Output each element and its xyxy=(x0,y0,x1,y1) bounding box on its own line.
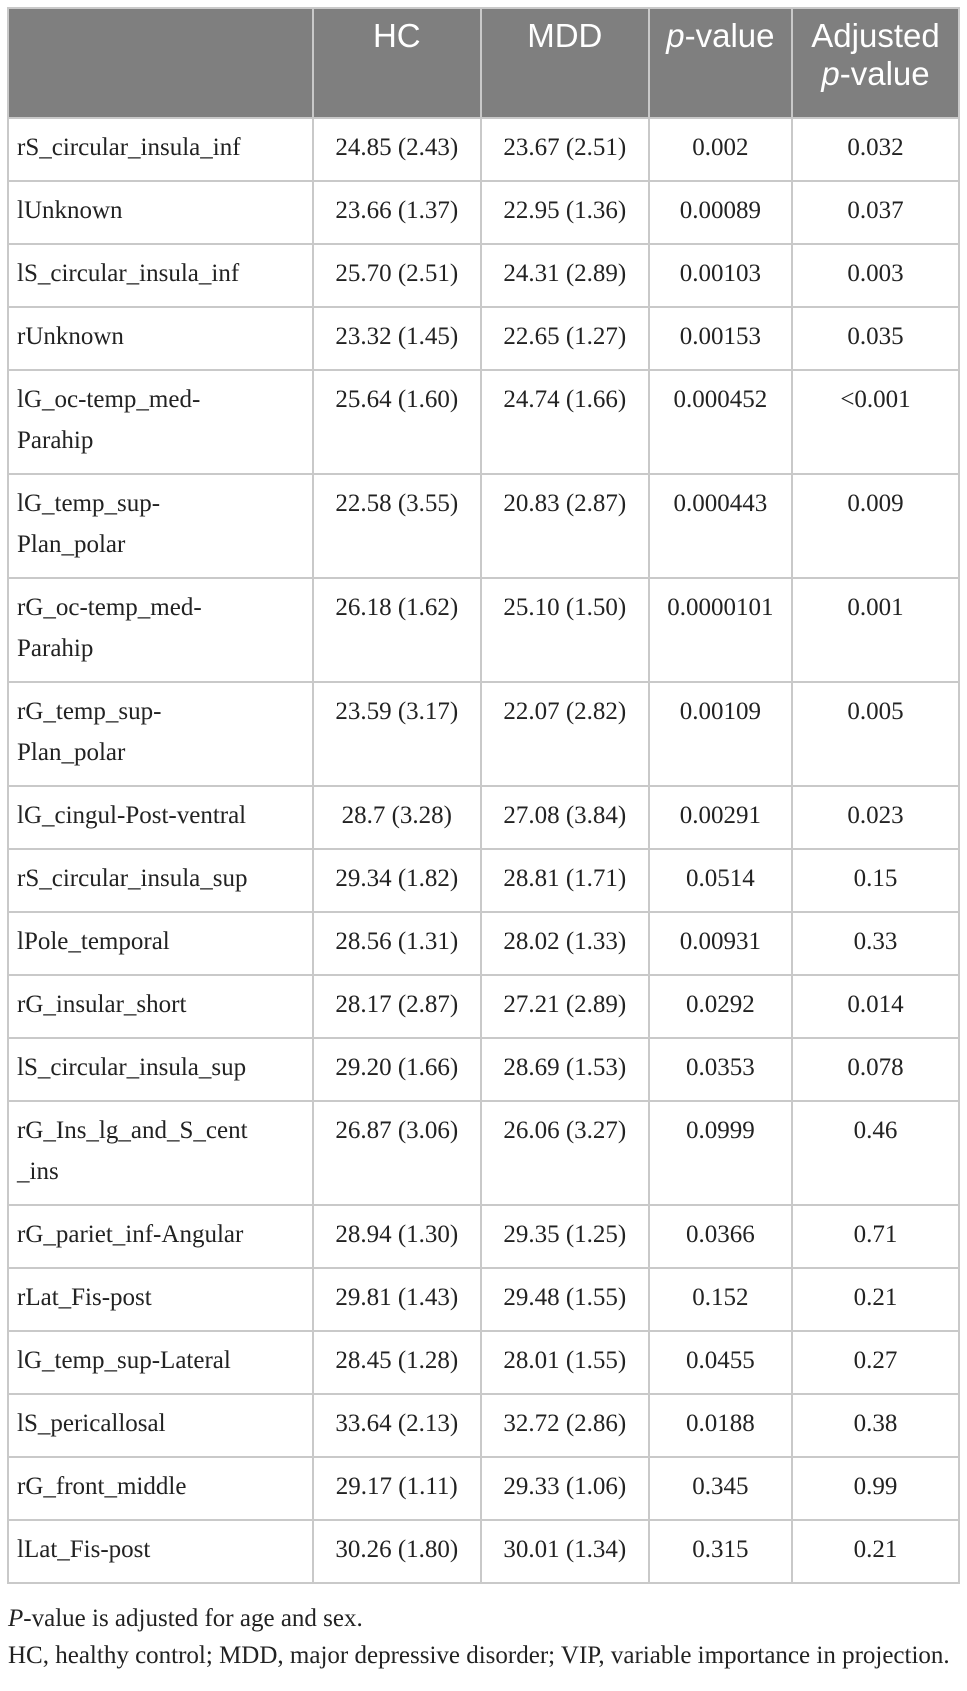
cell-region: rG_Ins_lg_and_S_cent _ins xyxy=(8,1101,313,1205)
table-row xyxy=(8,682,959,786)
table-row xyxy=(8,118,959,181)
cell-region: rG_front_middle xyxy=(8,1457,313,1520)
header-adj-label: Adjusted xyxy=(811,17,940,54)
cell-hc: 28.45 (1.28) xyxy=(313,1331,481,1394)
table-row xyxy=(8,1268,959,1331)
header-mdd: MDD xyxy=(481,8,649,118)
cell-region: lS_circular_insula_sup xyxy=(8,1038,313,1101)
cell-mdd: 24.74 (1.66) xyxy=(481,370,649,474)
cell-region: lG_temp_sup-Lateral xyxy=(8,1331,313,1394)
table-row xyxy=(8,975,959,1038)
cell-hc: 26.87 (3.06) xyxy=(313,1101,481,1205)
cell-adjusted-p-value: 0.27 xyxy=(792,1331,959,1394)
table-row xyxy=(8,912,959,975)
cell-hc: 23.32 (1.45) xyxy=(313,307,481,370)
cell-mdd: 20.83 (2.87) xyxy=(481,474,649,578)
cell-adjusted-p-value: 0.21 xyxy=(792,1268,959,1331)
cell-hc: 23.59 (3.17) xyxy=(313,682,481,786)
cell-region: lUnknown xyxy=(8,181,313,244)
cell-p-value: 0.0514 xyxy=(649,849,792,912)
header-region xyxy=(8,8,313,118)
cell-mdd: 25.10 (1.50) xyxy=(481,578,649,682)
cell-hc: 28.56 (1.31) xyxy=(313,912,481,975)
footnote-adjustment xyxy=(8,1600,960,1637)
header-p-rest: -value xyxy=(684,17,775,54)
footnote-abbreviations: HC, healthy control; MDD, major depressive disorder; VIP, variable importance in projection. xyxy=(8,1642,950,1669)
cell-adjusted-p-value: 0.003 xyxy=(792,244,959,307)
cell-region: rG_insular_short xyxy=(8,975,313,1038)
cell-mdd: 22.65 (1.27) xyxy=(481,307,649,370)
footnote-p-rest: -value is adjusted for age and sex. xyxy=(23,1605,363,1632)
cell-region: lG_oc-temp_med- Parahip xyxy=(8,370,313,474)
cell-hc: 29.20 (1.66) xyxy=(313,1038,481,1101)
cell-adjusted-p-value: 0.33 xyxy=(792,912,959,975)
table-row xyxy=(8,849,959,912)
cell-hc: 26.18 (1.62) xyxy=(313,578,481,682)
cell-region: lS_pericallosal xyxy=(8,1394,313,1457)
cell-hc: 28.7 (3.28) xyxy=(313,786,481,849)
cell-adjusted-p-value: 0.023 xyxy=(792,786,959,849)
cell-mdd: 22.95 (1.36) xyxy=(481,181,649,244)
header-p-value xyxy=(649,8,792,118)
cell-mdd: 26.06 (3.27) xyxy=(481,1101,649,1205)
cell-region: rG_oc-temp_med- Parahip xyxy=(8,578,313,682)
table-row xyxy=(8,181,959,244)
table-row xyxy=(8,474,959,578)
cell-mdd: 28.02 (1.33) xyxy=(481,912,649,975)
cell-region: rLat_Fis-post xyxy=(8,1268,313,1331)
cell-adjusted-p-value: 0.037 xyxy=(792,181,959,244)
table-row xyxy=(8,1394,959,1457)
cell-p-value: 0.00103 xyxy=(649,244,792,307)
cell-hc: 33.64 (2.13) xyxy=(313,1394,481,1457)
cell-p-value: 0.00931 xyxy=(649,912,792,975)
table-row xyxy=(8,786,959,849)
header-p-italic: p xyxy=(666,17,685,54)
cell-mdd: 29.48 (1.55) xyxy=(481,1268,649,1331)
cell-mdd: 27.21 (2.89) xyxy=(481,975,649,1038)
cell-p-value: 0.002 xyxy=(649,118,792,181)
cell-hc: 28.17 (2.87) xyxy=(313,975,481,1038)
cell-mdd: 29.33 (1.06) xyxy=(481,1457,649,1520)
cell-hc: 29.81 (1.43) xyxy=(313,1268,481,1331)
cell-mdd: 30.01 (1.34) xyxy=(481,1520,649,1583)
table-row xyxy=(8,244,959,307)
table-row xyxy=(8,1101,959,1205)
cell-p-value: 0.00109 xyxy=(649,682,792,786)
cell-hc: 22.58 (3.55) xyxy=(313,474,481,578)
cell-region: rG_temp_sup- Plan_polar xyxy=(8,682,313,786)
table-footnotes xyxy=(7,1600,960,1674)
cell-region: rUnknown xyxy=(8,307,313,370)
cell-hc: 24.85 (2.43) xyxy=(313,118,481,181)
table-row xyxy=(8,1038,959,1101)
cell-hc: 29.17 (1.11) xyxy=(313,1457,481,1520)
table-row xyxy=(8,578,959,682)
header-hc: HC xyxy=(313,8,481,118)
cell-adjusted-p-value: 0.21 xyxy=(792,1520,959,1583)
cell-p-value: 0.00291 xyxy=(649,786,792,849)
cell-adjusted-p-value: 0.009 xyxy=(792,474,959,578)
header-adj-italic: p xyxy=(821,55,840,92)
cell-region: lPole_temporal xyxy=(8,912,313,975)
cell-p-value: 0.345 xyxy=(649,1457,792,1520)
cell-p-value: 0.152 xyxy=(649,1268,792,1331)
cell-adjusted-p-value: 0.46 xyxy=(792,1101,959,1205)
cell-hc: 25.70 (2.51) xyxy=(313,244,481,307)
table-row xyxy=(8,1205,959,1268)
cell-region: lS_circular_insula_inf xyxy=(8,244,313,307)
header-adjusted-p-value xyxy=(792,8,959,118)
cell-adjusted-p-value: 0.99 xyxy=(792,1457,959,1520)
cell-hc: 30.26 (1.80) xyxy=(313,1520,481,1583)
table-header-row xyxy=(8,8,959,118)
cell-adjusted-p-value: 0.71 xyxy=(792,1205,959,1268)
cell-adjusted-p-value: 0.15 xyxy=(792,849,959,912)
header-adj-rest: -value xyxy=(839,55,930,92)
table-row xyxy=(8,370,959,474)
cell-p-value: 0.0999 xyxy=(649,1101,792,1205)
cell-hc: 25.64 (1.60) xyxy=(313,370,481,474)
cell-adjusted-p-value: 0.035 xyxy=(792,307,959,370)
table-body xyxy=(8,118,959,1583)
results-table xyxy=(7,7,960,1584)
cell-hc: 28.94 (1.30) xyxy=(313,1205,481,1268)
cell-mdd: 24.31 (2.89) xyxy=(481,244,649,307)
table-container xyxy=(7,7,960,1674)
table-row xyxy=(8,307,959,370)
cell-p-value: 0.0366 xyxy=(649,1205,792,1268)
cell-p-value: 0.315 xyxy=(649,1520,792,1583)
cell-mdd: 28.69 (1.53) xyxy=(481,1038,649,1101)
cell-p-value: 0.0292 xyxy=(649,975,792,1038)
cell-adjusted-p-value: 0.38 xyxy=(792,1394,959,1457)
cell-region: lLat_Fis-post xyxy=(8,1520,313,1583)
table-row xyxy=(8,1457,959,1520)
cell-p-value: 0.0188 xyxy=(649,1394,792,1457)
cell-mdd: 23.67 (2.51) xyxy=(481,118,649,181)
cell-mdd: 28.81 (1.71) xyxy=(481,849,649,912)
cell-adjusted-p-value: 0.014 xyxy=(792,975,959,1038)
table-row xyxy=(8,1520,959,1583)
cell-p-value: 0.00089 xyxy=(649,181,792,244)
cell-p-value: 0.0455 xyxy=(649,1331,792,1394)
cell-adjusted-p-value: 0.032 xyxy=(792,118,959,181)
cell-adjusted-p-value: 0.005 xyxy=(792,682,959,786)
cell-region: rG_pariet_inf-Angular xyxy=(8,1205,313,1268)
cell-p-value: 0.0353 xyxy=(649,1038,792,1101)
cell-p-value: 0.00153 xyxy=(649,307,792,370)
cell-adjusted-p-value: <0.001 xyxy=(792,370,959,474)
cell-mdd: 27.08 (3.84) xyxy=(481,786,649,849)
cell-adjusted-p-value: 0.001 xyxy=(792,578,959,682)
footnote-p-italic: P xyxy=(8,1605,24,1632)
cell-hc: 29.34 (1.82) xyxy=(313,849,481,912)
cell-mdd: 22.07 (2.82) xyxy=(481,682,649,786)
cell-hc: 23.66 (1.37) xyxy=(313,181,481,244)
cell-adjusted-p-value: 0.078 xyxy=(792,1038,959,1101)
cell-mdd: 29.35 (1.25) xyxy=(481,1205,649,1268)
cell-region: lG_temp_sup- Plan_polar xyxy=(8,474,313,578)
cell-region: lG_cingul-Post-ventral xyxy=(8,786,313,849)
cell-p-value: 0.000443 xyxy=(649,474,792,578)
cell-mdd: 32.72 (2.86) xyxy=(481,1394,649,1457)
cell-p-value: 0.000452 xyxy=(649,370,792,474)
cell-region: rS_circular_insula_sup xyxy=(8,849,313,912)
cell-p-value: 0.0000101 xyxy=(649,578,792,682)
cell-region: rS_circular_insula_inf xyxy=(8,118,313,181)
cell-mdd: 28.01 (1.55) xyxy=(481,1331,649,1394)
table-row xyxy=(8,1331,959,1394)
